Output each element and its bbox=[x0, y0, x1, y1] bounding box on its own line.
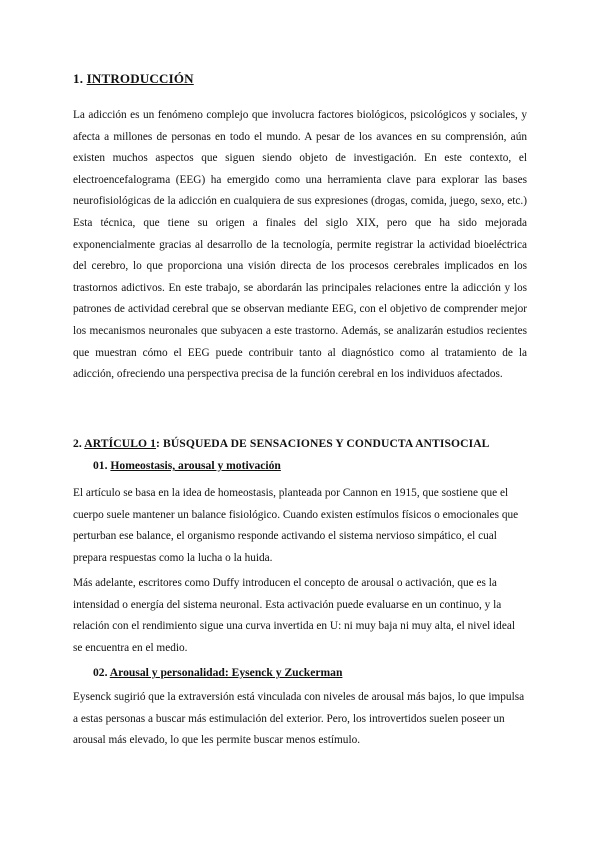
homeostasis-paragraph: El artículo se basa en la idea de homeostasis, planteada por Cannon en 1915, que sostiene que el cuerpo suele mantener un balance fisiológico. Cuando existen estímulos físicos o emocionales que perturban ese balance, el organismo responde activando el sistema nervioso simpático, el cual prepara respuestas como la lucha o la huida. bbox=[73, 487, 519, 564]
subsection-01-title: Homeostasis, arousal y motivación bbox=[110, 459, 281, 472]
section-2-title-underlined: ARTÍCULO 1 bbox=[84, 437, 157, 450]
subsection-01-heading bbox=[93, 459, 281, 472]
section-1-number: 1. bbox=[73, 71, 84, 86]
section-1-heading bbox=[73, 71, 194, 87]
subsection-02-heading bbox=[93, 666, 342, 679]
subsection-02-number: 02. bbox=[93, 666, 108, 679]
subsection-02-title: Arousal y personalidad: Eysenck y Zuckerman bbox=[109, 666, 343, 679]
section-2-title-rest: : BÚSQUEDA DE SENSACIONES Y CONDUCTA ANTISOCIAL bbox=[156, 437, 490, 450]
eysenck-paragraph: Eysenck sugirió que la extraversión está vinculada con niveles de arousal más bajos, lo que impulsa a estas personas a buscar más estimulación del exterior. Pero, los introvertidos suelen poseer un arousal más elevado, lo que les permite buscar menos estímulo. bbox=[73, 691, 525, 747]
section-1-title: INTRODUCCIÓN bbox=[86, 71, 194, 86]
introduction-paragraph: La adicción es un fenómeno complejo que involucra factores biológicos, psicológicos y sociales, y afecta a millones de personas en todo el mundo. A pesar de los avances en su comprensión, aún existen muchos aspectos que siguen siendo objeto de investigación. En este contexto, el electroencefalograma (EEG) ha emergido como una herramienta clave para explorar las bases neurofisiológicas de la adicción en cualquiera de sus expresiones (drogas, comida, juego, sexo, etc.) Esta técnica, que tiene su origen a finales del siglo XIX, pero que ha sido mejorada exponencialmente gracias al desarrollo de la tecnología, permite registrar la actividad bioeléctrica del cerebro, lo que proporciona una visión directa de los procesos cerebrales implicados en los trastornos adictivos. En este trabajo, se abordarán las principales relaciones entre la adicción y los patrones de actividad cerebral que se observan mediante EEG, con el objetivo de comprender mejor los mecanismos neuronales que subyacen a este trastorno. Además, se analizarán estudios recientes que muestran cómo el EEG puede contribuir tanto al diagnóstico como al tratamiento de la adicción, ofreciendo una perspectiva precisa de la función cerebral en los individuos afectados. bbox=[73, 109, 527, 381]
section-2-number: 2. bbox=[73, 437, 82, 450]
subsection-01-number: 01. bbox=[93, 459, 108, 472]
arousal-paragraph: Más adelante, escritores como Duffy introducen el concepto de arousal o activación, que es la intensidad o energía del sistema neuronal. Esta activación puede evaluarse en un continuo, y la relación con el rendimiento sigue una curva invertida en U: ni muy baja ni muy alta, el nivel ideal se encuentra en el medio. bbox=[73, 577, 516, 654]
section-2-heading bbox=[73, 437, 490, 450]
